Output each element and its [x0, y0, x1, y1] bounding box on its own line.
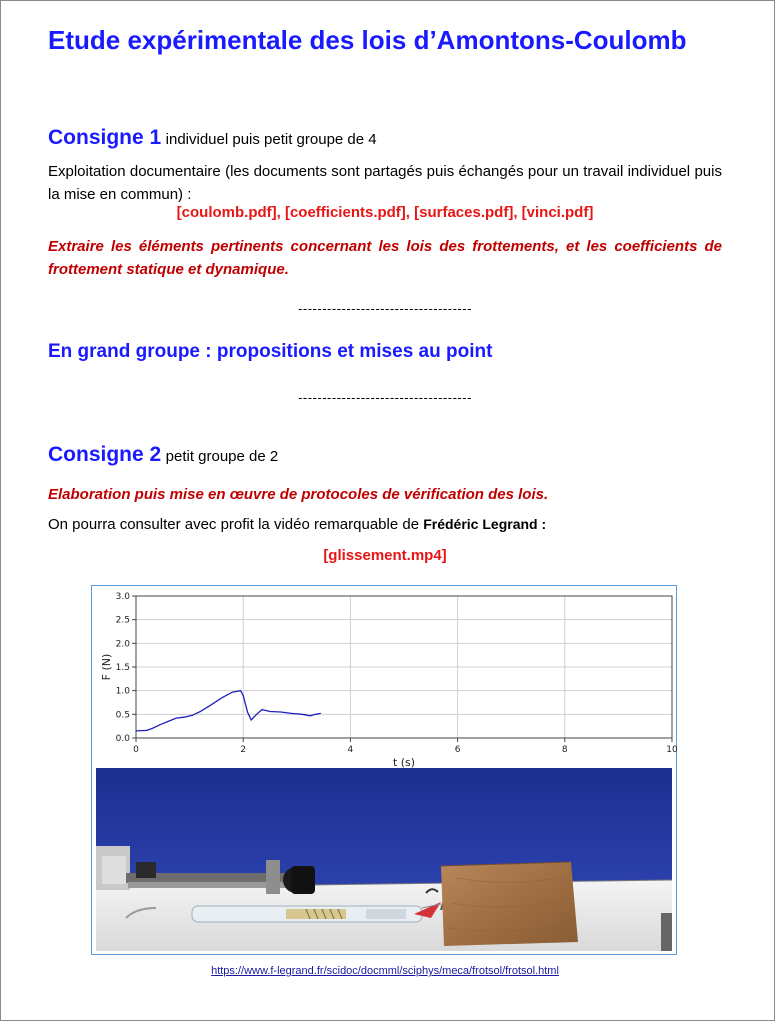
y-tick-label: 2.5 — [115, 615, 130, 626]
author-name: Frédéric Legrand : — [423, 516, 547, 532]
separator-2: ------------------------------------ — [298, 390, 472, 405]
consigne-2-subtitle: petit groupe de 2 — [165, 448, 279, 465]
x-axis-label: t (s) — [392, 756, 416, 768]
consigne-1-paragraph: Exploitation documentaire (les documents sont partagés puis échangés pour un travail individuel puis la mise en commun) : — [48, 163, 722, 203]
page-title: Etude expérimentale des lois d’Amontons-Coulomb — [48, 25, 687, 55]
consigne-2-heading — [48, 443, 278, 467]
experiment-photo — [96, 768, 672, 951]
consult-text — [48, 513, 722, 536]
force-time-chart — [92, 586, 678, 768]
y-tick-label: 2.0 — [115, 639, 130, 650]
consigne-2-instruction: Elaboration puis mise en œuvre de protocoles de vérification des lois. — [48, 486, 549, 503]
x-tick-label: 2 — [240, 745, 247, 755]
consigne-1-heading — [48, 126, 377, 150]
group-heading: En grand groupe : propositions et mises au point — [48, 341, 493, 362]
document-file-list[interactable]: [coulomb.pdf], [coefficients.pdf], [surfaces.pdf], [vinci.pdf] — [176, 204, 594, 221]
y-tick-label: 3.0 — [115, 592, 130, 602]
x-tick-label: 6 — [454, 745, 461, 755]
consigne-2-label: Consigne 2 — [48, 443, 162, 466]
consigne-1-label: Consigne 1 — [48, 126, 162, 149]
consult-text-lead: On pourra consulter avec profit la vidéo remarquable de — [48, 516, 424, 533]
y-tick-label: 0.5 — [115, 710, 130, 721]
video-file-link[interactable]: [glissement.mp4] — [323, 547, 447, 564]
separator-1: ------------------------------------ — [298, 301, 472, 316]
x-tick-label: 8 — [561, 745, 568, 755]
y-tick-label: 0.0 — [115, 734, 130, 744]
source-link[interactable]: https://www.f-legrand.fr/scidoc/docmml/sciphys/meca/frotsol/frotsol.html — [211, 965, 559, 977]
y-tick-label: 1.0 — [115, 686, 130, 697]
consigne-1-subtitle: individuel puis petit groupe de 4 — [165, 131, 377, 148]
video-frame[interactable] — [91, 585, 677, 955]
y-tick-label: 1.5 — [115, 663, 130, 673]
x-tick-label: 10 — [666, 745, 678, 755]
consigne-1-instruction: Extraire les éléments pertinents concernant les lois des frottements, et les coefficients de frottement statique et dynamique. — [48, 238, 722, 278]
x-tick-label: 4 — [347, 745, 354, 755]
y-axis-label: F (N) — [100, 653, 113, 681]
x-tick-label: 0 — [133, 745, 139, 755]
